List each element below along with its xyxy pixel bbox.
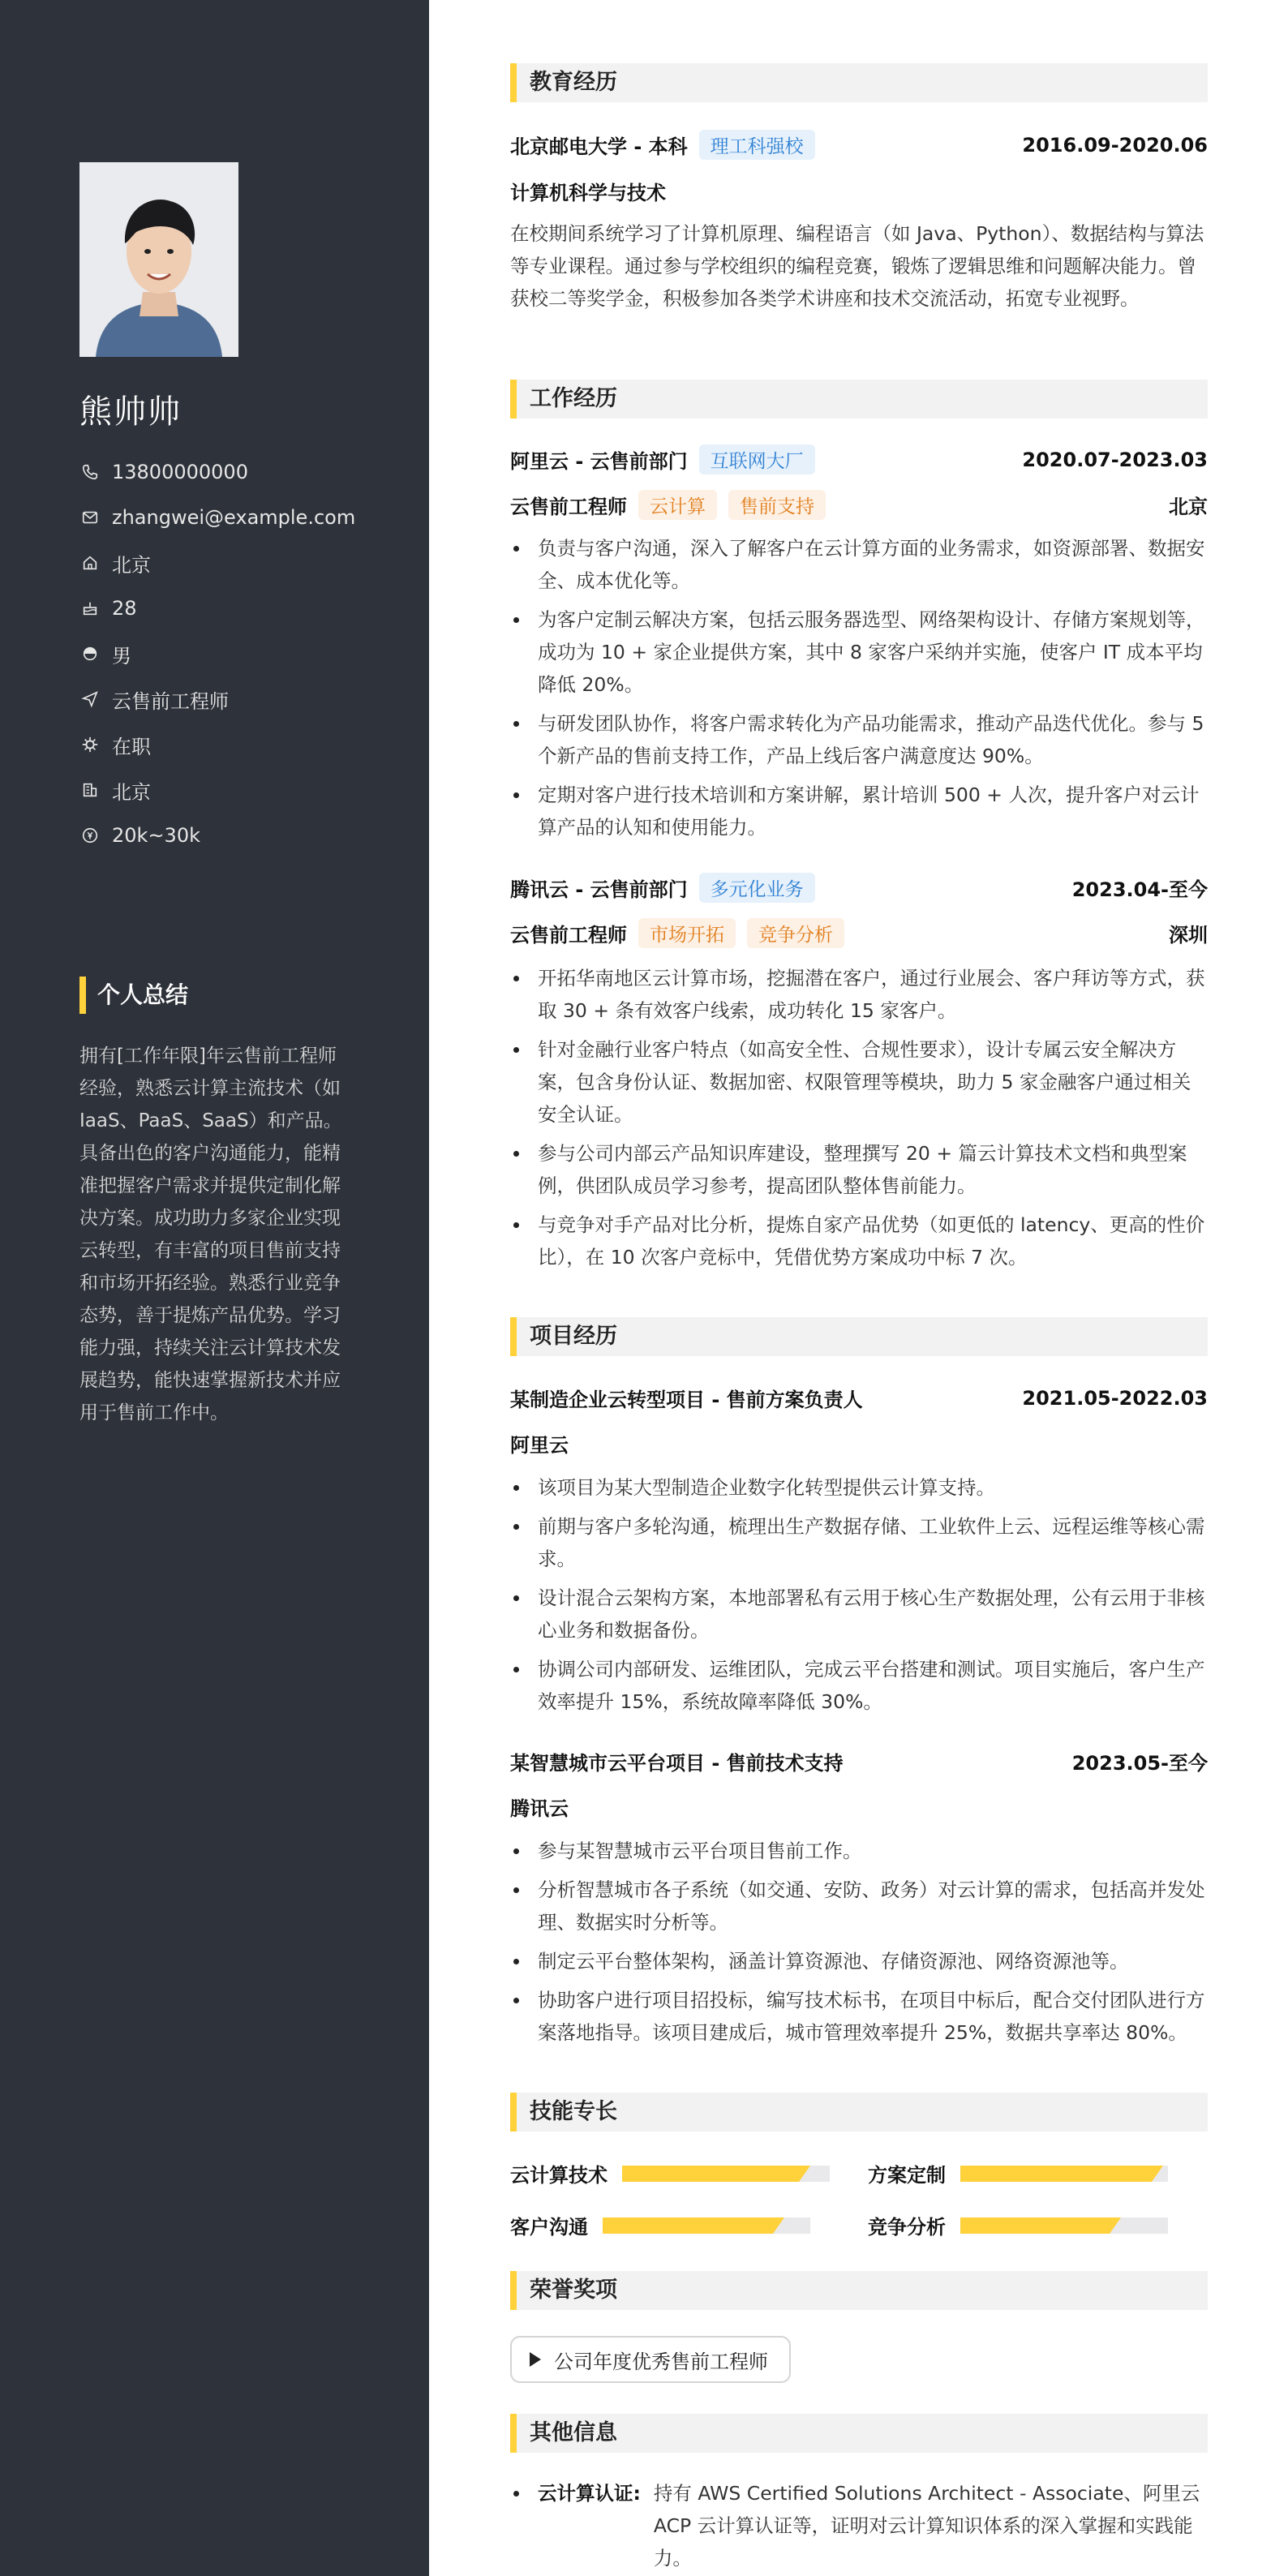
- list-item: 负责与客户沟通，深入了解客户在云计算方面的业务需求，如资源部署、数据安全、成本优化等。: [510, 532, 1208, 597]
- school-tag: 理工科强校: [699, 130, 815, 160]
- education-date: 2016.09-2020.06: [1022, 133, 1208, 157]
- job-tag: 市场开拓: [638, 918, 736, 948]
- info-gender-text: 男: [112, 644, 131, 668]
- skill-bar-fill: [960, 2218, 1110, 2234]
- education-heading: 教育经历: [510, 63, 1208, 102]
- list-item: 协助客户进行项目招投标，编写技术标书，在项目中标后，配合交付团队进行方案落地指导。该项目建成后，城市管理效率提升 25%，数据共享率达 80%。: [510, 1984, 1208, 2049]
- education-description: 在校期间系统学习了计算机原理、编程语言（如 Java、Python）、数据结构与算法等专业课程。通过参与学校组织的编程竞赛，锻炼了逻辑思维和问题解决能力。曾获校二等奖学金，积极参加各类学术讲座和技术交流活动，拓宽专业视野。: [510, 222, 1204, 310]
- info-city: [79, 767, 355, 813]
- cake-icon: [79, 598, 101, 619]
- info-age-text: 28: [112, 597, 137, 620]
- job-date: 2020.07-2023.03: [1022, 448, 1208, 471]
- list-item: 分析智慧城市各子系统（如交通、安防、政务）对云计算的需求，包括高并发处理、数据实时分析等。: [510, 1874, 1208, 1938]
- education-major: 计算机科学与技术: [510, 182, 666, 204]
- job-company-tag: 互联网大厂: [699, 444, 815, 474]
- skill-item: [868, 2211, 1168, 2239]
- job-tag: 竞争分析: [747, 918, 844, 948]
- gender-icon: [79, 643, 101, 664]
- skill-name: 客户沟通: [510, 2216, 588, 2239]
- skill-bar: [960, 2166, 1168, 2182]
- info-city-text: 北京: [112, 780, 151, 804]
- list-item: 该项目为某大型制造企业数字化转型提供云计算支持。: [510, 1471, 1208, 1504]
- job-tag: 售前支持: [728, 490, 826, 520]
- job-role-row: [510, 918, 1208, 948]
- skill-bar-fill: [960, 2166, 1152, 2182]
- status-icon: [79, 734, 101, 755]
- summary-text: 拥有[工作年限]年云售前工程师经验，熟悉云计算主流技术（如 IaaS、PaaS、SaaS）和产品。具备出色的客户沟通能力，能精准把握客户需求并提供定制化解决方案。成功助力多家企业实现云转型，有丰富的项目售前支持和市场开拓经验。熟悉行业竞争态势，善于提炼产品优势。学习能力强，持续关注云计算技术发展趋势，能快速掌握新技术并应用于售前工作中。: [79, 1045, 342, 1423]
- job-city: 深圳: [1169, 924, 1208, 947]
- send-icon: [79, 689, 101, 710]
- school-name: 北京邮电大学 - 本科: [510, 135, 688, 158]
- work-heading: 工作经历: [510, 380, 1208, 419]
- info-status-text: 在职: [112, 735, 151, 758]
- skill-bar: [622, 2166, 830, 2182]
- job-bullets: [510, 532, 1208, 850]
- info-address-text: 北京: [112, 553, 151, 577]
- info-phone-text: 13800000000: [112, 461, 248, 483]
- list-item: 针对金融行业客户特点（如高安全性、合规性要求），设计专属云安全解决方案，包含身份认证、数据加密、权限管理等模块，助力 5 家金融客户通过相关安全认证。: [510, 1033, 1208, 1131]
- info-position-text: 云售前工程师: [112, 689, 229, 713]
- person-name: 熊帅帅: [79, 393, 182, 431]
- education-header-row: [510, 130, 1208, 160]
- info-phone[interactable]: [79, 449, 355, 495]
- project-name: 某智慧城市云平台项目 - 售前技术支持: [510, 1752, 844, 1775]
- info-position: [79, 676, 355, 722]
- project-date: 2023.05-至今: [1071, 1752, 1208, 1775]
- info-age: [79, 586, 355, 631]
- building-icon: [79, 779, 101, 801]
- home-icon: [79, 552, 101, 573]
- project-bullets: [510, 1471, 1208, 1724]
- profile-photo: [79, 162, 238, 357]
- skill-bar: [603, 2218, 810, 2234]
- job-date: 2023.04-至今: [1071, 878, 1208, 901]
- projects-heading: 项目经历: [510, 1317, 1208, 1356]
- info-status: [79, 722, 355, 767]
- salary-icon: [79, 825, 101, 846]
- list-item: 协调公司内部研发、运维团队，完成云平台搭建和测试。项目实施后，客户生产效率提升 15%，系统故障率降低 30%。: [510, 1653, 1208, 1718]
- skill-bar-fill: [622, 2166, 799, 2182]
- phone-icon: [79, 462, 101, 483]
- job-role: 云售前工程师: [510, 924, 627, 947]
- other-info-item: [510, 2477, 1208, 2574]
- job-company: 阿里云 - 云售前部门: [510, 450, 688, 473]
- bullet-dot: [513, 2491, 519, 2497]
- project-header-row: [510, 1384, 1208, 1412]
- list-item: 制定云平台整体架构，涵盖计算资源池、存储资源池、网络资源池等。: [510, 1945, 1208, 1977]
- project-org: 腾讯云: [510, 1797, 569, 1820]
- job-bullets: [510, 962, 1208, 1280]
- list-item: 定期对客户进行技术培训和方案讲解，累计培训 500 + 人次，提升客户对云计算产品的认知和使用能力。: [510, 779, 1208, 844]
- info-salary: [79, 813, 355, 858]
- job-company: 腾讯云 - 云售前部门: [510, 878, 688, 901]
- award-text: 公司年度优秀售前工程师: [554, 2350, 768, 2373]
- job-role: 云售前工程师: [510, 496, 627, 518]
- skill-item: [868, 2159, 1168, 2187]
- project-date: 2021.05-2022.03: [1022, 1386, 1208, 1410]
- list-item: 与竞争对手产品对比分析，提炼自家产品优势（如更低的 latency、更高的性价比），在 10 次客户竞标中，凭借优势方案成功中标 7 次。: [510, 1209, 1208, 1273]
- other-info-text: 持有 AWS Certified Solutions Architect - Associate、阿里云 ACP 云计算认证等，证明对云计算知识体系的深入掌握和实践能力。: [653, 2482, 1200, 2570]
- list-item: 为客户定制云解决方案，包括云服务器选型、网络架构设计、存储方案规划等，成功为 10 + 家企业提供方案，其中 8 家客户采纳并实施，使客户 IT 成本平均降低 20%。: [510, 603, 1208, 701]
- project-name: 某制造企业云转型项目 - 售前方案负责人: [510, 1389, 863, 1411]
- job-header-row: [510, 444, 1208, 474]
- list-item: 前期与客户多轮沟通，梳理出生产数据存储、工业软件上云、远程运维等核心需求。: [510, 1510, 1208, 1575]
- skill-bar-fill: [603, 2218, 773, 2234]
- job-company-tag: 多元化业务: [699, 873, 815, 903]
- job-header-row: [510, 873, 1208, 903]
- skill-name: 方案定制: [868, 2164, 946, 2187]
- project-bullets: [510, 1835, 1208, 2055]
- skill-name: 竞争分析: [868, 2216, 946, 2239]
- info-salary-text: 20k~30k: [112, 824, 200, 847]
- info-address: [79, 540, 355, 586]
- list-item: 参与某智慧城市云平台项目售前工作。: [510, 1835, 1208, 1867]
- skill-bar: [960, 2218, 1168, 2234]
- project-header-row: [510, 1747, 1208, 1775]
- sidebar: [0, 0, 429, 2576]
- skill-item: [510, 2211, 810, 2239]
- contact-info-list: [79, 449, 355, 858]
- project-org: 阿里云: [510, 1434, 569, 1457]
- award-badge: [510, 2336, 791, 2383]
- mail-icon: [79, 507, 101, 528]
- info-gender: [79, 631, 355, 676]
- info-email[interactable]: [79, 495, 355, 540]
- info-email-text: zhangwei@example.com: [112, 506, 356, 529]
- job-role-row: [510, 490, 1208, 520]
- list-item: 设计混合云架构方案，本地部署私有云用于核心生产数据处理，公有云用于非核心业务和数据备份。: [510, 1582, 1208, 1646]
- skills-heading: 技能专长: [510, 2093, 1208, 2132]
- summary-heading: 个人总结: [79, 977, 188, 1014]
- skill-name: 云计算技术: [510, 2164, 608, 2187]
- job-tag: 云计算: [638, 490, 717, 520]
- play-icon: [530, 2352, 541, 2367]
- list-item: 与研发团队协作，将客户需求转化为产品功能需求，推动产品迭代优化。参与 5 个新产品的售前支持工作，产品上线后客户满意度达 90%。: [510, 707, 1208, 772]
- honors-heading: 荣誉奖项: [510, 2271, 1208, 2310]
- list-item: 开拓华南地区云计算市场，挖掘潜在客户，通过行业展会、客户拜访等方式，获取 30 + 条有效客户线索，成功转化 15 家客户。: [510, 962, 1208, 1027]
- other-info-label: 云计算认证:: [538, 2482, 641, 2505]
- skill-item: [510, 2159, 830, 2187]
- list-item: 参与公司内部云产品知识库建设，整理撰写 20 + 篇云计算技术文档和典型案例，供团队成员学习参考，提高团队整体售前能力。: [510, 1137, 1208, 1202]
- job-city: 北京: [1169, 496, 1208, 518]
- other-heading: 其他信息: [510, 2414, 1208, 2453]
